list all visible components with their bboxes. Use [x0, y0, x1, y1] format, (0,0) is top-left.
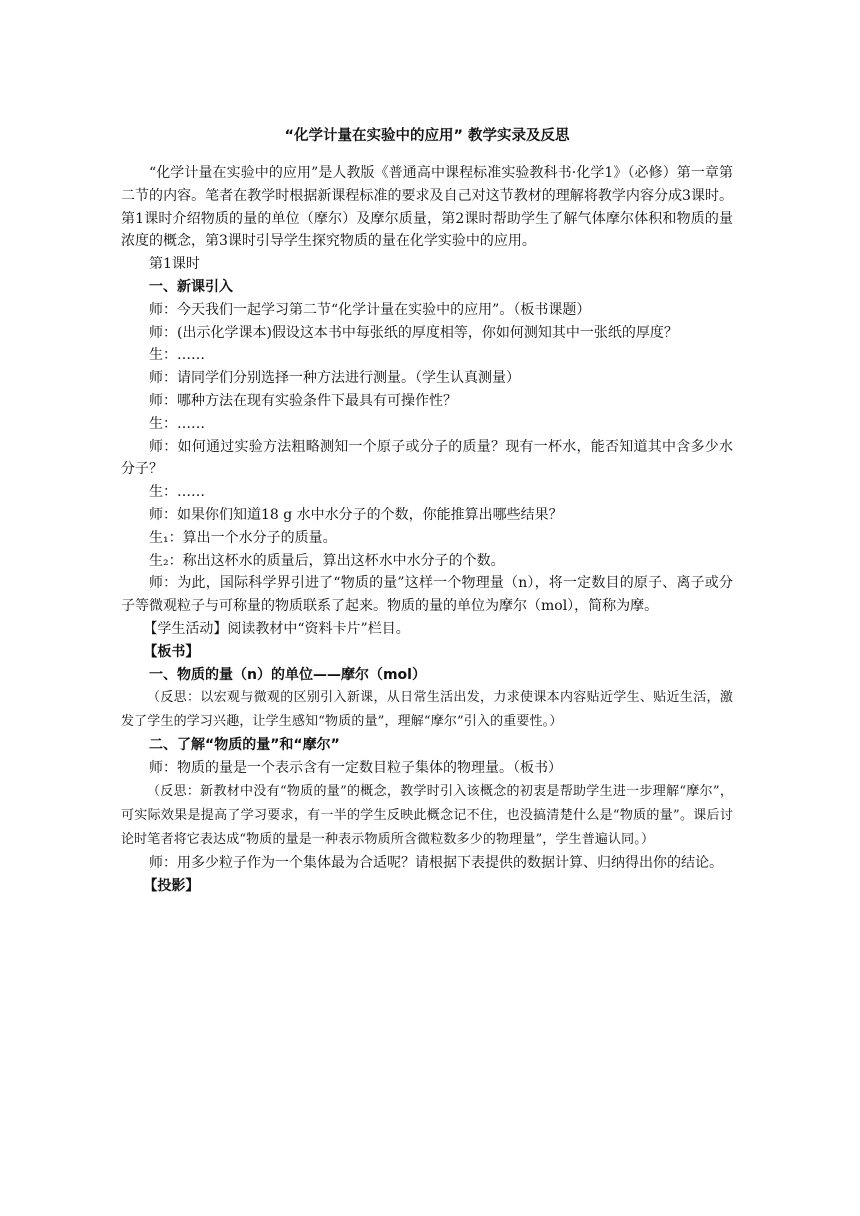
intro-paragraph: “化学计量在实验中的应用”是人教版《普通高中课程标准实验教科书·化学1》（必修）第一章第二节的内容。笔者在教学时根据新课程标准的要求及自己对这节教材的理解将教学内容分成3课时。第1课时介绍物质的量的单位（摩尔）及摩尔质量，第2课时帮助学生了解气体摩尔体积和物质的量浓度的概念，第3课时引导学生探究物质的量在化学实验中的应用。	[121, 165, 733, 250]
document-title: “化学计量在实验中的应用” 教学实录及反思	[284, 128, 570, 144]
dialogue-line: 生：……	[149, 415, 205, 432]
document-body	[121, 162, 733, 898]
dialogue-line: 师：为此，国际科学界引进了“物质的量”这样一个物理量（n），将一定数目的原子、离子或分子等微观粒子与可称量的物质联系了起来。物质的量的单位为摩尔（mol），简称为摩。	[121, 575, 733, 615]
board-heading: 【板书】	[143, 643, 200, 660]
lesson-heading: 第1课时	[149, 256, 200, 273]
dialogue-line: 生₁：算出一个水分子的质量。	[149, 529, 337, 546]
dialogue-line: 师：如果你们知道18 g 水中水分子的个数，你能推算出哪些结果？	[149, 506, 563, 523]
projection-heading: 【投影】	[143, 877, 200, 894]
dialogue-line: 师：今天我们一起学习第二节“化学计量在实验中的应用”。（板书课题）	[149, 301, 591, 318]
dialogue-line: 师：(出示化学课本)假设这本书中每张纸的厚度相等，你如何测知其中一张纸的厚度？	[149, 324, 678, 341]
dialogue-line: 生：……	[149, 347, 205, 364]
dialogue-line: 师：哪种方法在现有实验条件下最具有可操作性？	[149, 392, 457, 409]
dialogue-line: 师：如何通过实验方法粗略测知一个原子或分子的质量？现有一杯水，能否知道其中含多少水分子？	[121, 438, 733, 478]
board-item-1: 一、物质的量（n）的单位——摩尔（mol）	[149, 666, 426, 683]
reflection-paragraph: （反思：以宏观与微观的区别引入新课，从日常生活出发，力求使课本内容贴近学生、贴近生活，激发了学生的学习兴趣，让学生感知“物质的量”，理解“摩尔”引入的重要性。）	[121, 690, 733, 730]
dialogue-line: 生₂：称出这杯水的质量后，算出这杯水中水分子的个数。	[149, 552, 505, 569]
dialogue-line: 师：物质的量是一个表示含有一定数目粒子集体的物理量。（板书）	[149, 760, 562, 777]
dialogue-line: 生：……	[149, 484, 205, 501]
student-activity: 【学生活动】阅读教材中“资料卡片”栏目。	[143, 620, 410, 637]
dialogue-line: 师：用多少粒子作为一个集体最为合适呢？请根据下表提供的数据计算、归纳得出你的结论。	[149, 854, 723, 871]
section-heading-1: 一、新课引入	[149, 278, 233, 295]
section-heading-2: 二、了解“物质的量”和“摩尔”	[149, 737, 340, 754]
dialogue-line: 师：请同学们分别选择一种方法进行测量。（学生认真测量）	[149, 370, 520, 387]
reflection-paragraph: （反思：新教材中没有“物质的量”的概念，教学时引入该概念的初衷是帮助学生进一步理解“摩尔”，可实际效果是提高了学习要求，有一半的学生反映此概念记不住，也没搞清楚什么是“物质的量”。课后讨论时笔者将它表达成“物质的量是一种表示物质所含微粒数多少的物理量”，学生普遍认同。）	[121, 783, 733, 847]
